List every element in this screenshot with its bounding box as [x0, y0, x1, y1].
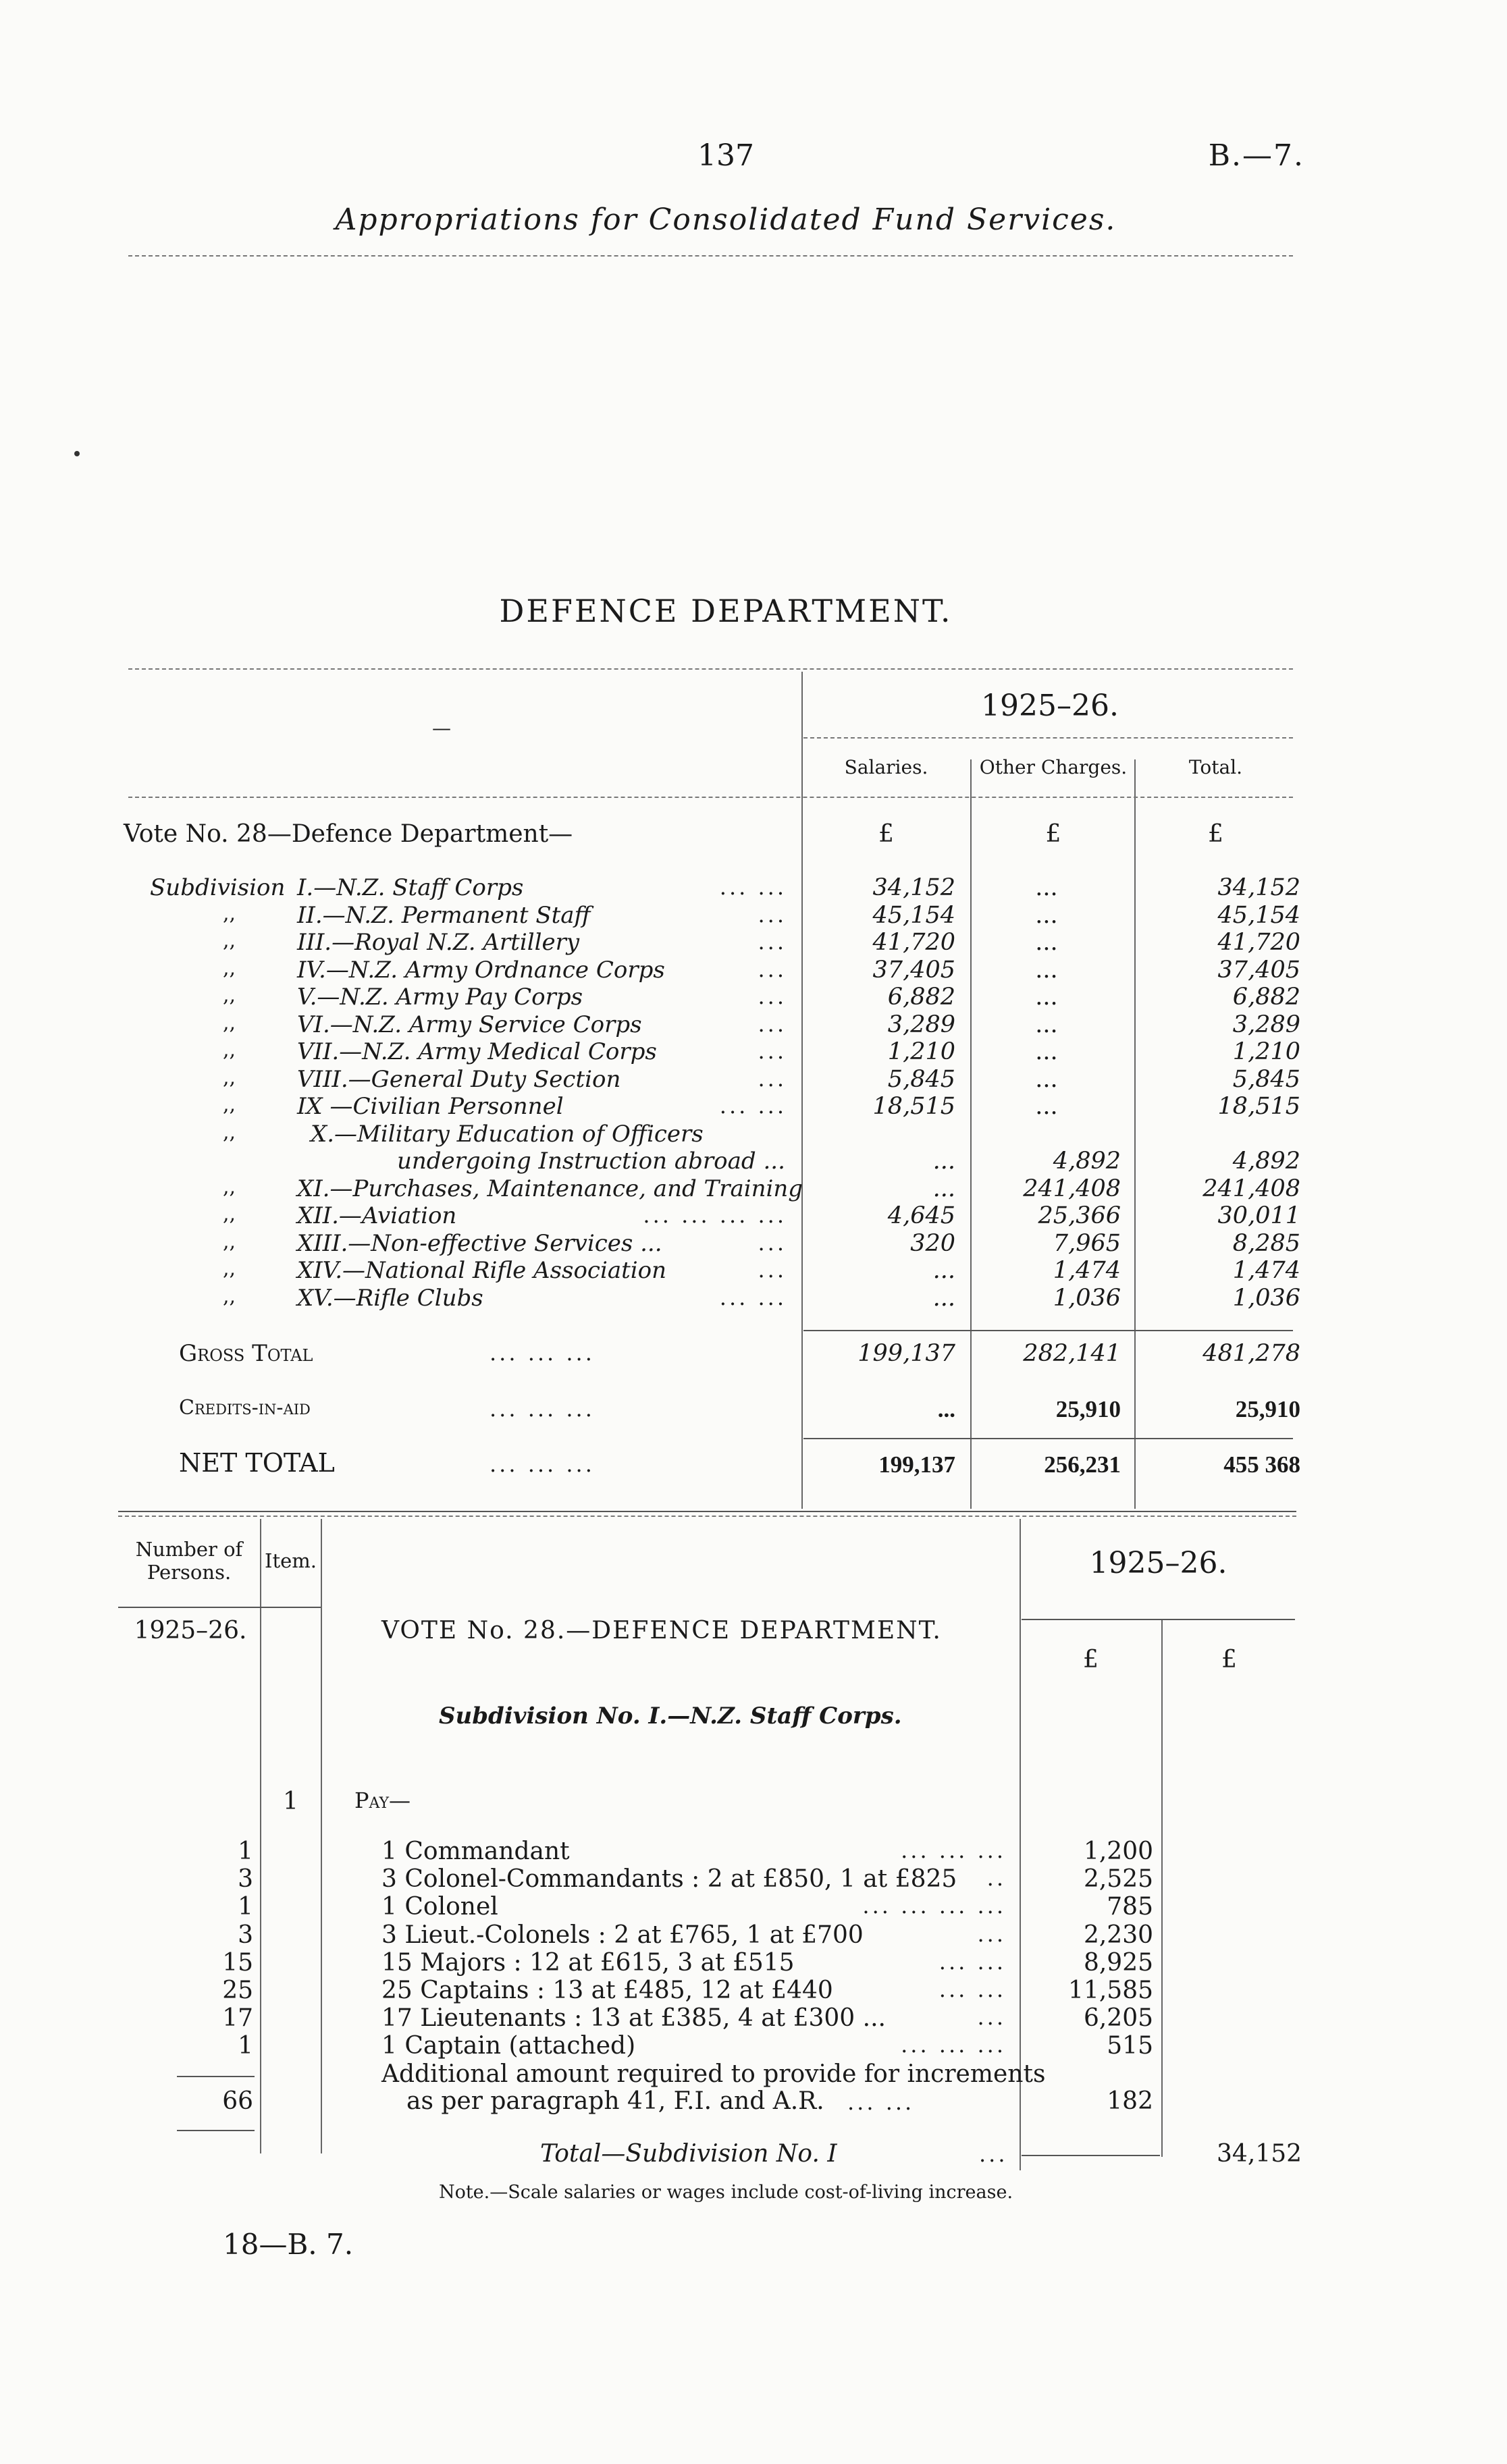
pay-item-amount: 1,200 [1083, 1838, 1153, 1865]
additional-amount: 182 [1107, 2087, 1153, 2115]
total-cell: 5,845 [1232, 1066, 1300, 1093]
vote-title: VOTE No. 28.—DEFENCE DEPARTMENT. [381, 1617, 942, 1644]
currency-other: £ [1045, 820, 1061, 848]
pay-item-description: 1 Captain (attached) [381, 2032, 636, 2060]
leader-dots: ... ... [719, 1285, 787, 1310]
item-number: 1 [283, 1788, 298, 1815]
section-divider [118, 1511, 1296, 1512]
leader-dots: ... ... ... [901, 1838, 1006, 1863]
other-charges-cell: ... [1035, 984, 1058, 1011]
persons-sum-rule [177, 2076, 255, 2077]
col-salaries-header: Salaries. [844, 756, 928, 778]
other-charges-cell: ... [1035, 1038, 1058, 1065]
ditto-mark: ,, [223, 902, 236, 926]
leader-dots: ... [758, 1230, 787, 1256]
leader-dots: ... [758, 902, 787, 928]
leader-dots: ... ... [719, 1093, 787, 1119]
ditto-mark: ,, [223, 1175, 236, 1199]
total-cell: 41,720 [1217, 929, 1300, 956]
leader-dots: ... ... ... [901, 2032, 1006, 2058]
amount-total-rule [1022, 2155, 1160, 2156]
summary-top-rule [128, 668, 1293, 670]
detail-currency-total: £ [1221, 1646, 1237, 1673]
total-cell: 3,289 [1232, 1011, 1300, 1038]
persons-year: 1925–26. [134, 1617, 247, 1644]
ditto-mark: ,, [223, 1285, 236, 1308]
subdivision-label: XIII.—Non-effective Services ... [297, 1230, 662, 1257]
ditto-mark: ,, [223, 1230, 236, 1254]
other-charges-cell: 7,965 [1053, 1230, 1121, 1257]
other-charges-cell: ... [1035, 929, 1058, 956]
pay-item-amount: 6,205 [1083, 2004, 1153, 2032]
ditto-mark: ,, [223, 929, 236, 953]
pay-item-amount: 2,525 [1083, 1865, 1153, 1893]
ditto-mark: ,, [223, 1011, 236, 1035]
leader-dots: ... [758, 984, 787, 1009]
leader-dots: ... [758, 1038, 787, 1064]
persons-total: 66 [222, 2087, 253, 2115]
header-divider [128, 255, 1293, 257]
salaries-cell: 6,882 [887, 984, 955, 1011]
total-cell: 1,210 [1232, 1038, 1300, 1065]
salaries-cell: 320 [910, 1230, 955, 1257]
subdivision-label: XV.—Rifle Clubs [297, 1285, 483, 1312]
pay-item-description: 1 Colonel [381, 1893, 498, 1921]
total-cell: 4,892 [1232, 1148, 1300, 1175]
col-item-header: Item. [265, 1549, 317, 1572]
leader-dots: ... [758, 1257, 787, 1283]
leader-dots: ... [758, 1011, 787, 1037]
leader-dots: ... [758, 957, 787, 982]
col-persons-header: Number of Persons. [135, 1538, 243, 1584]
additional-line-1: Additional amount required to provide for increments [381, 2060, 1046, 2088]
other-charges-cell: ... [1035, 957, 1058, 984]
ditto-mark: ,, [223, 1121, 236, 1144]
detail-year-rule [1022, 1619, 1295, 1620]
gross-total-label: Gross Total [179, 1340, 313, 1367]
subdivision-label: II.—N.Z. Permanent Staff [297, 902, 591, 929]
gross-total: 481,278 [1202, 1340, 1300, 1367]
detail-divider-total [1161, 1620, 1163, 2157]
salaries-cell: 45,154 [872, 902, 955, 929]
detail-currency-amount: £ [1083, 1646, 1099, 1673]
pay-item-description: 3 Colonel-Commandants : 2 at £850, 1 at £825 [381, 1865, 957, 1893]
page-number: 137 [697, 138, 754, 173]
net-total: 455 368 [1223, 1451, 1300, 1478]
other-charges-cell: ... [1035, 1066, 1058, 1093]
subdivision-label: XI.—Purchases, Maintenance, and Training [297, 1175, 803, 1202]
subdivision-label: X.—Military Education of Officers [311, 1121, 704, 1148]
detail-year-header: 1925–26. [1089, 1546, 1227, 1580]
salaries-cell: 5,845 [887, 1066, 955, 1093]
other-charges-cell: ... [1035, 1011, 1058, 1038]
pay-item-amount: 785 [1107, 1893, 1153, 1921]
ditto-mark: ,, [223, 957, 236, 980]
net-other: 256,231 [1044, 1451, 1121, 1478]
total-cell: 34,152 [1217, 874, 1300, 901]
credits-salaries: ... [937, 1396, 955, 1422]
total-cell: 6,882 [1232, 984, 1300, 1011]
net-rule [803, 1438, 1293, 1439]
salaries-cell: ... [932, 1148, 955, 1175]
header-bottom-rule [128, 797, 1293, 798]
persons-total-rule [177, 2130, 255, 2131]
total-cell: 1,474 [1232, 1257, 1300, 1284]
subdivision-label: VIII.—General Duty Section [297, 1066, 621, 1093]
subdivision-label: I.—N.Z. Staff Corps [297, 874, 524, 901]
credits-total: 25,910 [1235, 1396, 1300, 1422]
ditto-mark: ,, [223, 984, 236, 1007]
persons-count: 1 [238, 1838, 253, 1865]
persons-count: 1 [238, 2032, 253, 2060]
leader-dots: .. [986, 1865, 1006, 1891]
summary-divider-other [1134, 759, 1136, 1509]
net-salaries: 199,137 [878, 1451, 955, 1478]
total-cell: 37,405 [1217, 957, 1300, 984]
leader-dots: ... ... [719, 874, 787, 900]
summary-divider-salaries [970, 759, 972, 1509]
total-cell: 241,408 [1202, 1175, 1300, 1202]
subdivision-label: VII.—N.Z. Army Medical Corps [297, 1038, 657, 1065]
gross-rule [803, 1330, 1293, 1331]
net-total-dots: ... ... ... [490, 1451, 595, 1477]
leader-dots: ... ... ... ... [643, 1202, 787, 1228]
leader-dots: ... ... [938, 1977, 1006, 2002]
leader-dots: ... [758, 1066, 787, 1092]
salaries-cell: ... [932, 1285, 955, 1312]
pay-label: Pay— [354, 1788, 411, 1813]
total-subdivision-amount: 34,152 [1217, 2140, 1302, 2168]
stray-dot [74, 451, 80, 456]
gross-salaries: 199,137 [857, 1340, 955, 1367]
ditto-mark: ,, [223, 1202, 236, 1226]
gross-total-dots: ... ... ... [490, 1340, 595, 1366]
pay-item-amount: 11,585 [1068, 1977, 1153, 2004]
stub-dash: — [432, 717, 451, 739]
persons-count: 3 [238, 1921, 253, 1949]
credits-dots: ... ... ... [490, 1396, 595, 1422]
salaries-cell: 4,645 [887, 1202, 955, 1229]
ditto-mark: ,, [223, 1038, 236, 1062]
leader-dots: ... [758, 929, 787, 955]
currency-total: £ [1208, 820, 1223, 848]
other-charges-cell: 241,408 [1023, 1175, 1121, 1202]
salaries-cell: ... [932, 1175, 955, 1202]
credits-label: Credits-in-aid [179, 1396, 311, 1420]
total-cell: 45,154 [1217, 902, 1300, 929]
subdivision-label: XII.—Aviation [297, 1202, 457, 1229]
other-charges-cell: 25,366 [1038, 1202, 1121, 1229]
vote-label: Vote No. 28—Defence Department— [124, 820, 573, 848]
ditto-mark: ,, [223, 1257, 236, 1281]
net-total-label: NET TOTAL [179, 1448, 335, 1478]
subdivision-label: IX —Civilian Personnel [297, 1093, 564, 1120]
salaries-cell: 37,405 [872, 957, 955, 984]
salaries-cell: 1,210 [887, 1038, 955, 1065]
other-charges-cell: 1,036 [1053, 1285, 1121, 1312]
leader-dots: ... [977, 2004, 1006, 2030]
total-cell: 18,515 [1217, 1093, 1300, 1120]
pay-item-amount: 8,925 [1083, 1949, 1153, 1977]
persons-count: 17 [222, 2004, 253, 2032]
col-other-header: Other Charges. [979, 756, 1128, 778]
other-charges-cell: ... [1035, 1093, 1058, 1120]
pay-item-description: 25 Captains : 13 at £485, 12 at £440 [381, 1977, 833, 2004]
section-divider-2 [118, 1516, 1296, 1517]
pay-item-description: 17 Lieutenants : 13 at £385, 4 at £300 ... [381, 2004, 886, 2032]
page-subtitle: Appropriations for Consolidated Fund Services. [335, 203, 1117, 237]
credits-other: 25,910 [1055, 1396, 1121, 1422]
salaries-cell: 3,289 [887, 1011, 955, 1038]
subdivision-label: VI.—N.Z. Army Service Corps [297, 1011, 642, 1038]
detail-divider-item [321, 1519, 322, 2153]
persons-count: 15 [222, 1949, 253, 1977]
subdivision-heading: Subdivision No. I.—N.Z. Staff Corps. [439, 1703, 902, 1730]
subdivision-label: IV.—N.Z. Army Ordnance Corps [297, 957, 665, 984]
leader-dots: ... [977, 1921, 1006, 1947]
persons-count: 1 [238, 1893, 253, 1921]
leader-dots: ... ... [938, 1949, 1006, 1975]
pay-item-description: 15 Majors : 12 at £615, 3 at £515 [381, 1949, 795, 1977]
ditto-mark: ,, [223, 1066, 236, 1090]
total-subdivision-label: Total—Subdivision No. I [540, 2140, 837, 2168]
leader-dots: ... ... ... ... [862, 1893, 1006, 1919]
salaries-cell: 41,720 [872, 929, 955, 956]
detail-divider-persons [260, 1519, 261, 2153]
pay-item-description: 3 Lieut.-Colonels : 2 at £765, 1 at £700 [381, 1921, 864, 1949]
col-total-header: Total. [1188, 756, 1243, 778]
subdivision-label: V.—N.Z. Army Pay Corps [297, 984, 583, 1011]
additional-dots: ... ... [847, 2089, 915, 2115]
other-charges-cell: ... [1035, 874, 1058, 901]
other-charges-cell: ... [1035, 902, 1058, 929]
department-title: DEFENCE DEPARTMENT. [499, 593, 953, 629]
subdivision-label: undergoing Instruction abroad ... [397, 1148, 785, 1175]
page-footer: 18—B. 7. [223, 2228, 354, 2261]
subdivision-label: XIV.—National Rifle Association [297, 1257, 667, 1284]
document-reference: B.—7. [1208, 138, 1304, 173]
persons-count: 3 [238, 1865, 253, 1893]
year-rule [803, 737, 1293, 739]
salaries-cell: 34,152 [872, 874, 955, 901]
other-charges-cell: 4,892 [1053, 1148, 1121, 1175]
additional-line-2: as per paragraph 41, F.I. and A.R. [406, 2087, 824, 2115]
gross-other: 282,141 [1023, 1340, 1121, 1367]
salaries-cell: ... [932, 1257, 955, 1284]
currency-salaries: £ [878, 820, 894, 848]
salaries-cell: 18,515 [872, 1093, 955, 1120]
total-cell: 8,285 [1232, 1230, 1300, 1257]
total-cell: 30,011 [1217, 1202, 1300, 1229]
persons-count: 25 [222, 1977, 253, 2004]
pay-item-amount: 515 [1107, 2032, 1153, 2060]
pay-item-amount: 2,230 [1083, 1921, 1153, 1949]
total-subdivision-dots: ... [979, 2141, 1008, 2167]
total-cell: 1,036 [1232, 1285, 1300, 1312]
subdivision-prefix: Subdivision [150, 874, 286, 901]
other-charges-cell: 1,474 [1053, 1257, 1121, 1284]
scale-note: Note.—Scale salaries or wages include cost-of-living increase. [438, 2182, 1013, 2203]
subdivision-label: III.—Royal N.Z. Artillery [297, 929, 580, 956]
ditto-mark: ,, [223, 1093, 236, 1117]
summary-year-header: 1925–26. [981, 689, 1119, 723]
pay-item-description: 1 Commandant [381, 1838, 570, 1865]
persons-header-rule [118, 1607, 321, 1608]
